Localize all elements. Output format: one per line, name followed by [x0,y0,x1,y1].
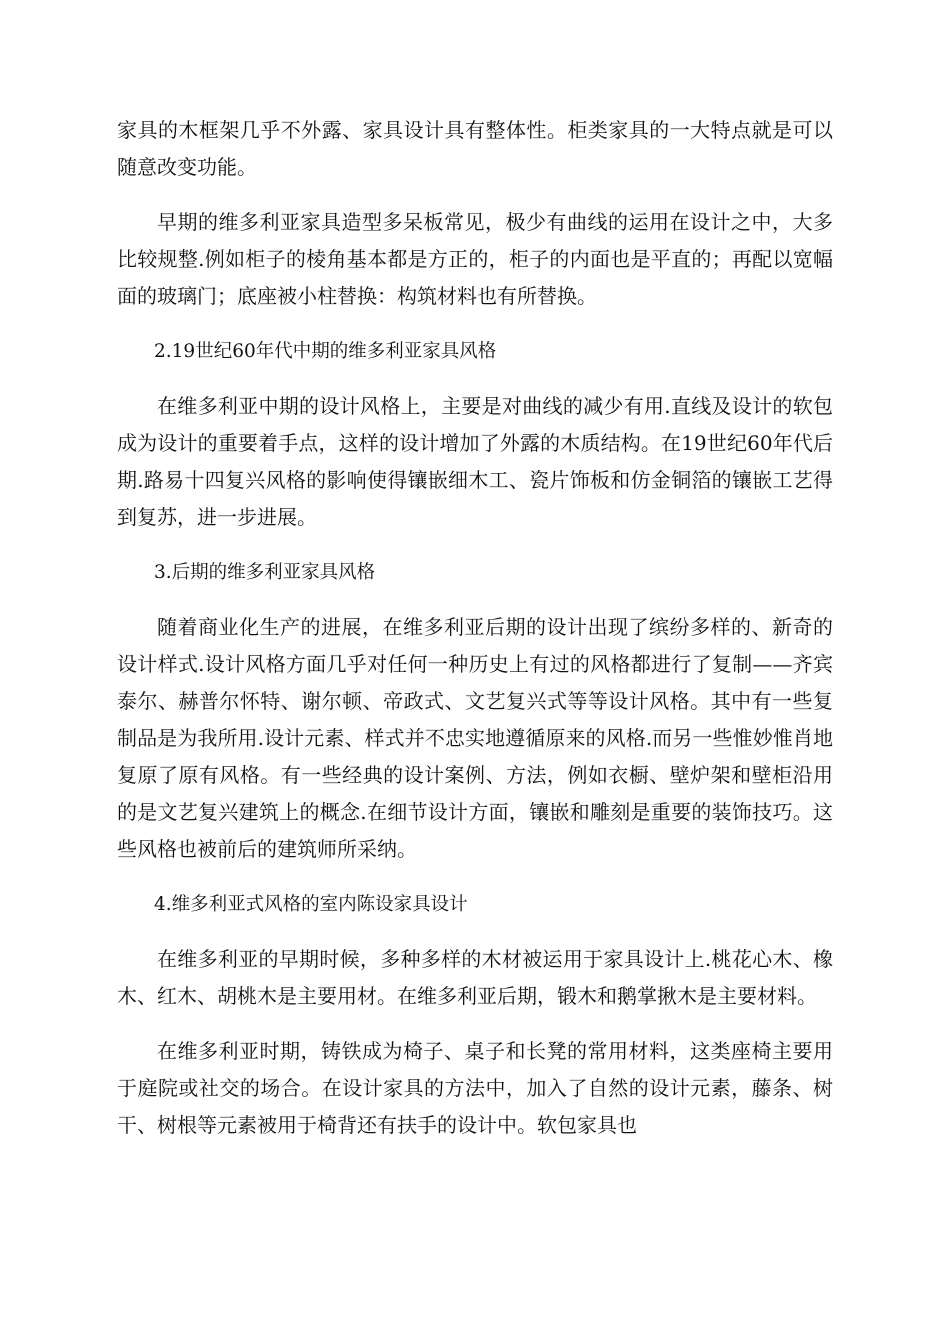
paragraph-furniture-frame: 家具的木框架几乎不外露、家具设计具有整体性。柜类家具的一大特点就是可以随意改变功能。 [117,118,833,179]
paragraph-mid-period: 在维多利亚中期的设计风格上，主要是对曲线的减少有用.直线及设计的软包成为设计的重要着手点，这样的设计增加了外露的木质结构。在19世纪60年代后期.路易十四复兴风格的影响使得镶嵌细木工、瓷片饰板和仿金铜箔的镶嵌工艺得到复苏，进一步进展。 [117,394,833,529]
document-body [117,112,833,1162]
section-heading-interior-furniture: 4.维多利亚式风格的室内陈设家具设计 [154,894,468,915]
section-heading-mid-period: 2.19世纪60年代中期的维多利亚家具风格 [154,341,497,362]
section-heading-late-period: 3.后期的维多利亚家具风格 [154,562,376,583]
paragraph-cast-iron: 在维多利亚时期，铸铁成为椅子、桌子和长凳的常用材料，这类座椅主要用于庭院或社交的场合。在设计家具的方法中，加入了自然的设计元素，藤条、树干、树根等元素被用于椅背还有扶手的设计中。软包家具也 [117,1039,833,1137]
paragraph-woods: 在维多利亚的早期时候，多种多样的木材被运用于家具设计上.桃花心木、橡木、红木、胡桃木是主要用材。在维多利亚后期，锻木和鹅掌揪木是主要材料。 [117,947,833,1008]
paragraph-late-period: 随着商业化生产的进展，在维多利亚后期的设计出现了缤纷多样的、新奇的设计样式.设计风格方面几乎对任何一种历史上有过的风格都进行了复制——齐宾泰尔、赫普尔怀特、谢尔顿、帝政式、文艺复兴式等等设计风格。其中有一些复制品是为我所用.设计元素、样式并不忠实地遵循原来的风格.而另一些惟妙惟肖地复原了原有风格。有一些经典的设计案例、方法，例如衣橱、壁炉架和壁柜沿用的是文艺复兴建筑上的概念.在细节设计方面，镶嵌和雕刻是重要的装饰技巧。这些风格也被前后的建筑师所采纳。 [117,615,833,861]
paragraph-early-style: 早期的维多利亚家具造型多呆板常见，极少有曲线的运用在设计之中，大多比较规整.例如柜子的棱角基本都是方正的，柜子的内面也是平直的；再配以宽幅面的玻璃门；底座被小柱替换：构筑材料也有所替换。 [117,210,833,308]
